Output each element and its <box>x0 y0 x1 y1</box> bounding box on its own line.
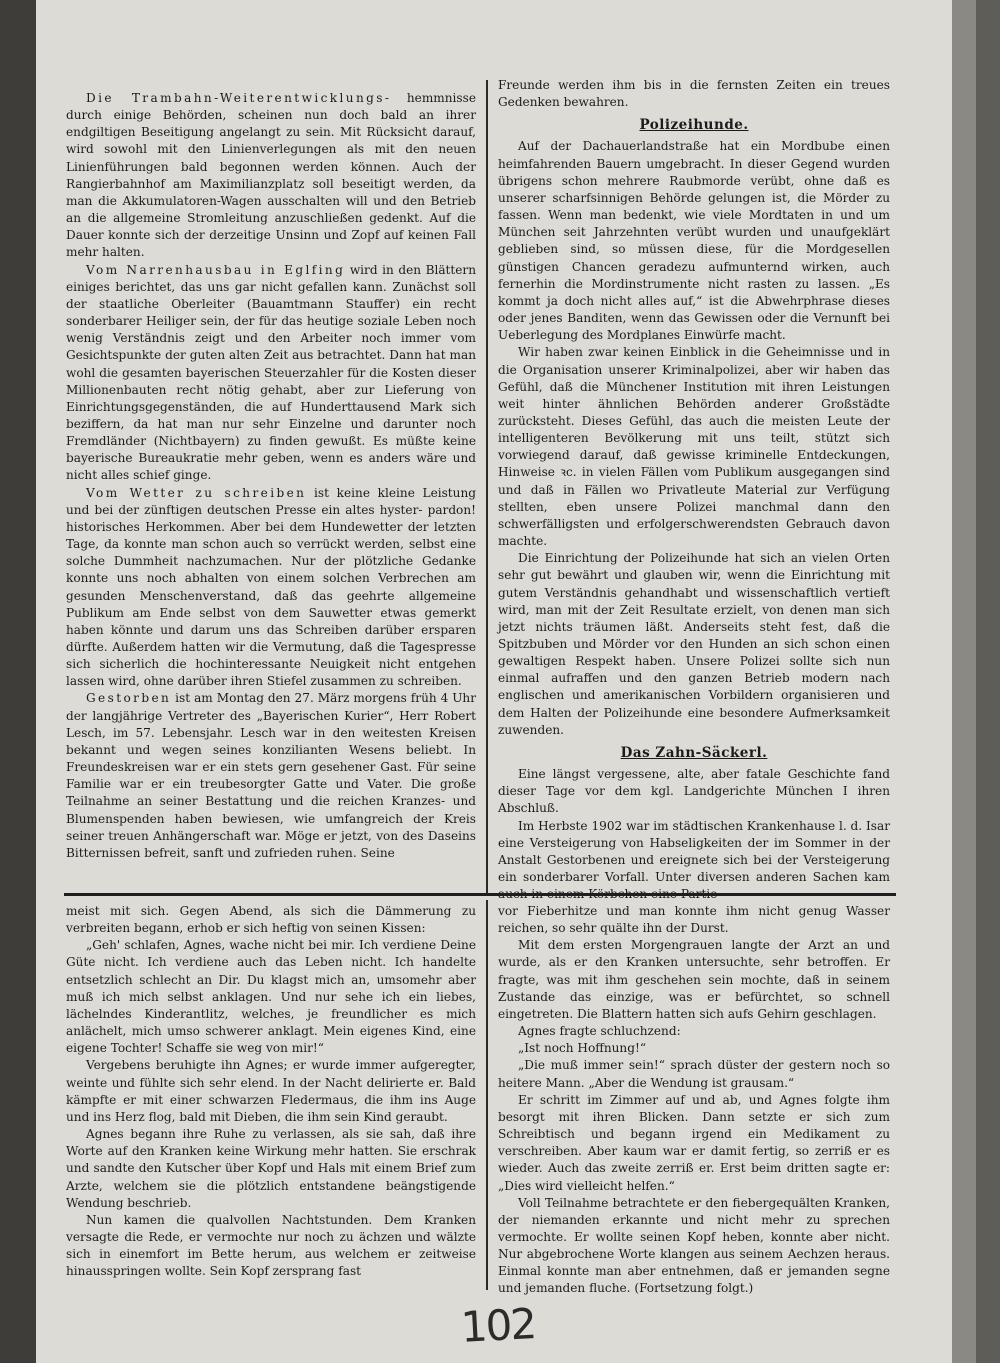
zahn-paragraph-1: Eine längst vergessene, alte, aber fatale Geschichte fand dieser Tage vor dem kgl. Landgerichte München I ihren Abschluß. <box>498 767 890 816</box>
polizeihunde-paragraph-3: Die Einrichtung der Polizeihunde hat sich an vielen Orten sehr gut bewährt und glauben wir, wenn die Einrichtung mit gutem Verständnis gehandhabt und wissenschaftlich vertieft wird, man mit der Zeit Resultate erzielt, von denen man sich jetzt nichts träumen läßt. Anderseits steht fest, daß die Spitzbuben und Mörder vor den Hunden an sich schon einen gewaltigen Respekt haben. Unsere Polizei sollte sich nun einmal aufraffen und den ganzen Betrieb modern nach englischen und amerikanischen Vorbildern organisieren und dem Halten der Polizeihunde eine besondere Aufmerksamkeit zuwenden. <box>498 551 890 737</box>
story-paragraph-7: Mit dem ersten Morgengrauen langte der Arzt an und wurde, als er den Kranken untersuchte, sehr betroffen. Er fragte, was mit ihm geschehen sein mochte, daß in seinem Zustande das einzige, was er befürchtet, so schnell eingetreten. Die Blattern hatten sich aufs Gehirn geschlagen. <box>498 938 890 1021</box>
fortsetzung-note: (Fortsetzung folgt.) <box>634 1281 754 1296</box>
story-paragraph-11: Er schritt im Zimmer auf und ab, und Agnes folgte ihm besorgt mit ihren Blicken. Dann setzte er sich zum Schreibtisch und begann irgend ein Medikament zu verschreiben. Aber kaum war er damit fertig, so zerriß er es wieder. Auch das zweite zerriß er. Erst beim dritten sagte er: „Dies wird vielleicht helfen.“ <box>498 1092 890 1193</box>
polizeihunde-paragraph-1: Auf der Dachauerlandstraße hat ein Mordbube einen heimfahrenden Bauern umgebracht. In dieser Gegend wurden übrigens schon mehrere Raubmorde verübt, ohne daß es unserer scharfsinnigen Behörde gelungen ist, die Mörder zu fassen. Wenn man bedenkt, wie viele Mordtaten in und um München seit Jahrzehnten verübt wurden und unaufgeklärt geblieben sind, so müssen diese, für die Mordgesellen günstigen Chancen geradezu aufmunternd wirken, auch fernerhin die Mordinstrumente nicht rasten zu lassen. „Es kommt ja doch nicht alles auf,“ ist die Abwehrphrase dieses oder jenes Banditen, wenn das Gewissen oder die Vernunft bei Ueberlegung des Mordplanes Einwürfe macht. <box>498 139 890 343</box>
scan-right-edge <box>952 0 976 1363</box>
narrenhausbau-lead: Vom Narrenhausbau in Eglfing <box>86 262 346 277</box>
trambahn-text: hemmnisse durch einige Behörden, scheinen nun doch bald an ihrer endgiltigen Beseitigung angelangt zu sein. Mit Rücksicht darauf, wird sowohl mit den Linienverlegungen als mit den neuen Linienführungen bald begonnen werden können. Auch der Rangierbahnhof am Maximilianzplatz soll beseitigt werden, da man die Akkumulatoren-Wagen ausschalten will und den Betrieb an die allgemeine Stromleitung anzuschließen gedenkt. Auf die Dauer konnte sich der derzeitige Unsinn und Zopf auf keinen Fall mehr halten. <box>66 91 476 260</box>
gestorben-lead: Gestorben <box>86 691 172 706</box>
trambahn-lead: Die Trambahn-Weiterentwicklungs- <box>86 91 392 105</box>
column-top-right <box>498 77 890 903</box>
story-paragraph-5: Nun kamen die qualvollen Nachtstunden. Dem Kranken versagte die Rede, er vermochte nur noch zu ächzen und wälzte sich in einemfort im Bette herum, aus welchem er zeitweise hinausspringen wollte. Sein Kopf zersprang fast <box>66 1212 476 1279</box>
heading-polizeihunde: Polizeihunde. <box>639 117 749 134</box>
story-paragraph-4: Agnes begann ihre Ruhe zu verlassen, als sie sah, daß ihre Worte auf den Kranken keine Wirkung mehr hatten. Sie erschrak und sandte den Kutscher über Kopf und Hals mit einem Brief zum Arzte, welchem sie die plötzlich entstandene beängstigende Wendung beschrieb. <box>66 1127 476 1210</box>
column-top-left <box>66 90 476 862</box>
wetter-lead: Vom Wetter zu schreiben <box>86 485 307 500</box>
gestorben-text: ist am Montag den 27. März morgens früh 4 Uhr der langjährige Vertreter des „Bayerischen Kurier“, Herr Robert Lesch, im 57. Lebensjahr. Lesch war in den weitesten Kreisen bekannt und wegen seines konzilianten Wesens beliebt. In Freundeskreisen war er ein stets gern gesehener Gast. Für seine Familie war er ein treubesorgter Gatte und Vater. Die große Teilnahme an seiner Bestattung und die reichen Kranzes- und Blumenspenden haben bewiesen, wie umfangreich der Kreis seiner treuen Anhängerschaft war. Möge er jetzt, von des Daseins Bitternissen befreit, sanft und zufrieden ruhen. Seine <box>66 691 476 860</box>
story-paragraph-2: „Geh' schlafen, Agnes, wache nicht bei mir. Ich verdiene Deine Güte nicht. Ich verdiene auch das Leben nicht. Ich handelte entsetzlich schlecht an Dir. Du klagst mich an, umsomehr aber muß ich mich selbst anklagen. Und nur sehe ich ein liebes, lächelndes Kinderantlitz, welches, je freundlicher es mich anlächelt, mich umso schwerer anklagt. Mein eigenes Kind, eine eigene Tochter! Schaffe sie weg von mir!“ <box>66 938 476 1056</box>
scan-left-edge <box>0 0 36 1363</box>
story-paragraph-1: meist mit sich. Gegen Abend, als sich die Dämmerung zu verbreiten begann, erhob er sich heftig von seinen Kissen: <box>66 904 476 936</box>
heading-zahn-saeckerl: Das Zahn-Säckerl. <box>620 744 768 761</box>
article-trambahn <box>66 90 476 262</box>
wetter-text: ist keine kleine Leistung und bei der zünftigen deutschen Presse ein altes hyster- pardon! historisches Herkommen. Aber bei dem Hundewetter der letzten Tage, da konnte man schon auch so verrückt werden, selbst eine solche Dummheit nachzumachen. Nur der plötzliche Gedanke konnte uns noch abhalten von einem solchen Verbrechen am gesunden Menschenverstand, daß das geehrte allgemeine Publikum am Ende selbst von dem Sauwetter etwas gemerkt haben könnte und darum uns das Schreiben darüber ersparen dürfte. Außerdem hatten wir die Vermutung, daß die Tagespresse sich sicherlich die hochinteressante Neuigkeit nicht entgehen lassen wird, ohne darüber ihren Stiefel zusammen zu schreiben. <box>66 485 476 689</box>
story-paragraph-12 <box>498 1195 890 1298</box>
article-wetter <box>66 485 476 691</box>
newspaper-page <box>36 0 976 1363</box>
feuilleton-divider <box>64 893 896 896</box>
narrenhausbau-text: wird in den Blättern einiges berichtet, das uns gar nicht gefallen kann. Zunächst soll der staatliche Oberleiter (Bauamtmann Stauffer) ein recht sonderbarer Heiliger sein, der für das heutige soziale Leben noch wenig Verständnis zeigt und den Arbeiter noch immer vom Gesichtspunkte der guten alten Zeit aus betrachtet. Dann hat man wohl die gesamten bayerischen Steuerzahler für die Kosten dieser Millionenbauten recht nötig gehabt, aber zur Lieferung von Einrichtungsgegenständen, die auf Hunderttausend Mark sich beziffern, da hat man nur sehr Einzelne und darunter noch Fremdländer (Nichtbayern) zu finden gewußt. Es müßte keine bayerische Bureaukratie mehr geben, wenn es anders wäre und nicht alles schief ginge. <box>66 262 476 483</box>
story-paragraph-3: Vergebens beruhigte ihn Agnes; er wurde immer aufgeregter, weinte und fühlte sich sehr elend. In der Nacht delirierte er. Bald kämpfte er mit einer schwarzen Fledermaus, die ihm ins Auge und ins Herz flog, bald mit Dieben, die ihm sein Kind geraubt. <box>66 1058 476 1124</box>
story-paragraph-8: Agnes fragte schluchzend: <box>518 1024 681 1039</box>
polizeihunde-paragraph-2: Wir haben zwar keinen Einblick in die Geheimnisse und in die Organisation unserer Kriminalpolizei, aber wir haben das Gefühl, daß die Münchener Institution mit ihren Leistungen weit hinter ähnlichen Behörden anderer Großstädte zurücksteht. Dieses Gefühl, das auch die meisten Leute der intelligenteren Bevölkerung mit uns teilt, stützt sich vorwiegend darauf, daß gewisse kriminelle Entdeckungen, Hinweise ꝛc. in vielen Fällen vom Publikum ausgegangen sind und daß in Fällen wo Privatleute Material zur Verfügung stellten, eben unsere Polizei manchmal dann den schwerfälligsten und erfolgerschwerendsten Gebrauch davon machte. <box>498 345 890 549</box>
story-paragraph-6: vor Fieberhitze und man konnte ihm nicht genug Wasser reichen, so sehr quälte ihn der Durst. <box>498 904 890 936</box>
column-divider-top <box>486 80 488 895</box>
column-bottom-right <box>498 903 890 1298</box>
column-bottom-left <box>66 903 476 1280</box>
gestorben-continuation: Freunde werden ihm bis in die fernsten Zeiten ein treues Gedenken bewahren. <box>498 78 890 110</box>
story-paragraph-9: „Ist noch Hoffnung!“ <box>518 1041 647 1056</box>
story-paragraph-10: „Die muß immer sein!“ sprach düster der gestern noch so heitere Mann. „Aber die Wendung ist grausam.“ <box>498 1058 890 1090</box>
handwritten-page-number: 102 <box>459 1299 537 1352</box>
column-divider-bottom <box>486 900 488 1290</box>
story-paragraph-12-text: Voll Teilnahme betrachtete er den fiebergequälten Kranken, der niemanden erkannte und nicht mehr zu sprechen vermochte. Er wollte seinen Kopf heben, konnte aber nicht. Nur abgebrochene Worte klangen aus seinem Aechzen heraus. Einmal konnte man aber entnehmen, daß er jemanden segne und jemanden fluche. <box>498 1195 890 1296</box>
zahn-paragraph-2: Im Herbste 1902 war im städtischen Krankenhause l. d. Isar eine Versteigerung von Habseligkeiten der im Sommer in der Anstalt Gestorbenen und ereignete sich bei der Versteigerung ein sonderbarer Vorfall. Unter diversen anderen Sachen kam <box>498 818 890 885</box>
article-gestorben <box>66 690 476 862</box>
article-narrenhausbau <box>66 262 476 485</box>
